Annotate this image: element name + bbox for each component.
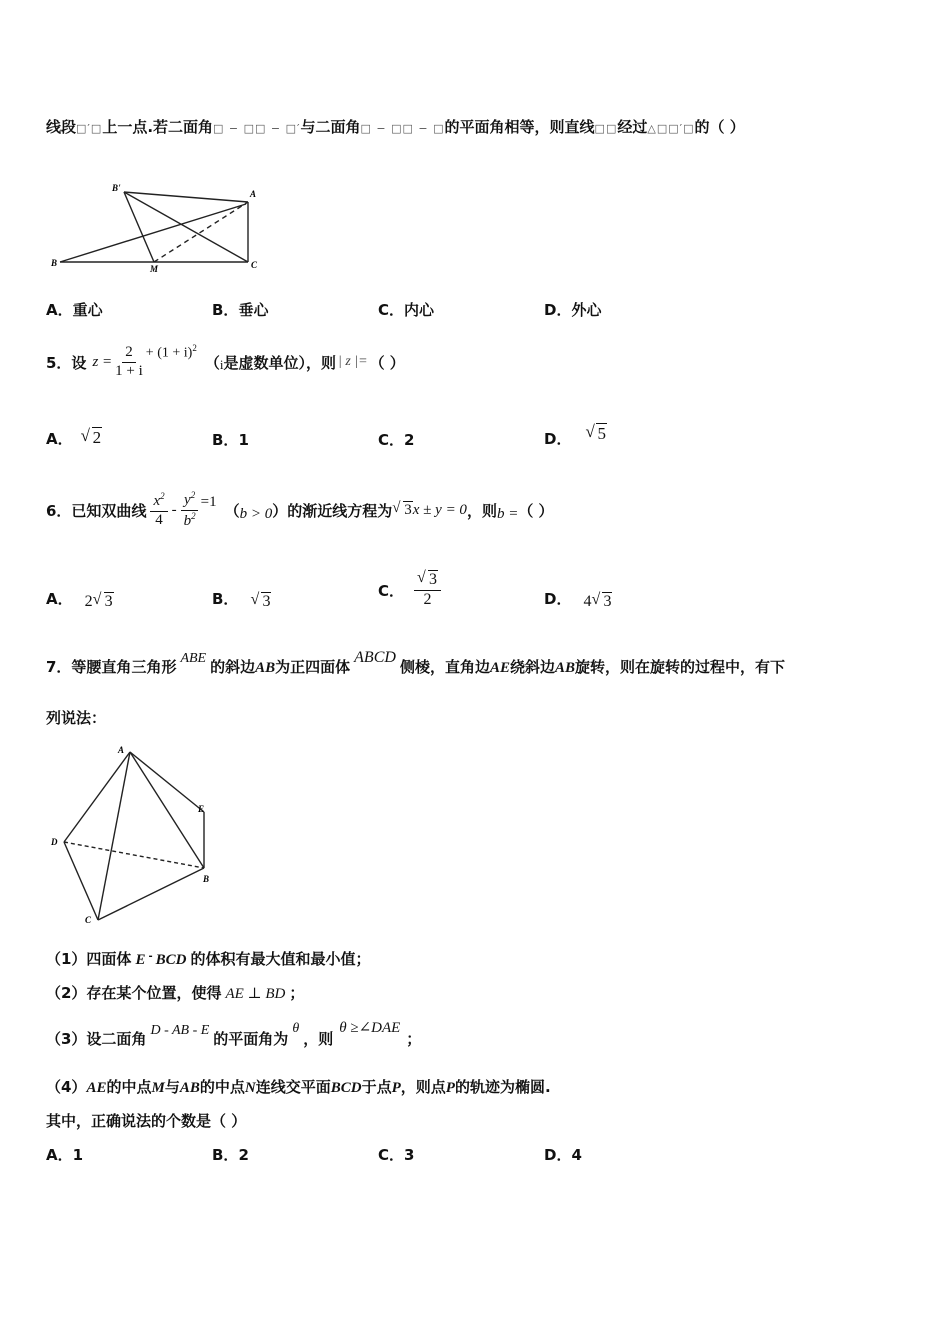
option-label: D． (544, 1146, 572, 1164)
q6-text: （ ） (518, 501, 554, 520)
missing-symbol: □′□ (76, 122, 103, 135)
statement-text: （2）存在某个位置，使得 (46, 984, 222, 1002)
q7-statement-3 (46, 1020, 422, 1049)
option-label: D． (544, 429, 572, 448)
q7-option-c[interactable] (378, 1144, 414, 1165)
q4-text: 的（ ） (694, 118, 745, 136)
math-ae: AE (86, 1080, 107, 1096)
q5-option-c[interactable] (378, 429, 414, 450)
option-label: A． (46, 1146, 73, 1164)
statement-text: 的体积有最大值和最小值； (190, 950, 371, 968)
option-text: 2 (238, 1146, 249, 1164)
q5-option-d[interactable] (544, 424, 607, 452)
statement-text: ，则 (303, 1030, 334, 1048)
q6-text: ，则 (466, 501, 497, 520)
option-text: 1 (238, 431, 249, 449)
edge (60, 204, 246, 262)
sqrt-expression (591, 593, 612, 611)
exponent: 2 (190, 490, 196, 501)
q4-option-d[interactable] (544, 299, 601, 320)
q4-option-a[interactable] (46, 299, 103, 320)
q4-figure (46, 180, 276, 280)
statement-text: （3）设二面角 (46, 1030, 147, 1048)
edge (130, 752, 204, 812)
option-text: 3 (404, 1146, 415, 1164)
q7-text: 绕斜边 (509, 658, 555, 676)
q4-text: 经过 (617, 118, 648, 136)
statement-text: 与 (164, 1078, 180, 1096)
fraction (112, 344, 146, 380)
option-text: 外心 (571, 301, 602, 319)
dashed-edge (154, 202, 248, 262)
edge (130, 752, 204, 868)
fraction-denominator: 1 + i (115, 362, 143, 379)
label-e: E (198, 804, 205, 814)
q7-option-b[interactable] (212, 1144, 249, 1165)
math-bcd: BCD (155, 952, 187, 968)
q6-option-b[interactable] (212, 584, 271, 612)
math-condition: b > 0 (239, 505, 273, 522)
q7-figure (46, 742, 226, 932)
q7-statement-4 (46, 1076, 551, 1097)
math-asymptote: x ± y = 0 (412, 501, 467, 518)
option-label: B． (212, 589, 239, 608)
edge (98, 752, 130, 920)
math-z: z = (92, 353, 113, 370)
edge (124, 192, 154, 262)
sqrt-expression (250, 593, 271, 611)
fraction-numerator: 2 (122, 344, 136, 362)
math-theta-ge-dae: θ ≥∠DAE (339, 1020, 401, 1036)
option-text: 重心 (72, 301, 103, 319)
label-d: D (51, 837, 58, 847)
q6-text: 的渐近线方程为 (287, 501, 393, 520)
missing-symbol: □□ (594, 122, 618, 135)
q6-text: ） (272, 501, 288, 520)
radicand: 3 (429, 571, 438, 589)
statement-text: 连线交平面 (255, 1078, 331, 1096)
q7-question: 其中，正确说法的个数是（ ） (46, 1112, 247, 1130)
missing-symbol: □ − □□ − □ (360, 122, 445, 135)
missing-symbol: □ − □□ − □′ (213, 122, 301, 135)
math-ab: AB (255, 660, 276, 676)
sqrt-expression (81, 428, 103, 448)
q5-option-a[interactable] (46, 424, 102, 452)
edge (98, 868, 204, 920)
dashed-edge (64, 842, 204, 868)
radicand: 3 (104, 593, 113, 610)
fraction-y2-over-b2 (181, 490, 199, 530)
radicand: 5 (597, 424, 606, 443)
fraction-denominator: 2 (423, 590, 432, 608)
option-text: 2 (404, 431, 415, 449)
q7-statement-1: （1）四面体 E - BCD 的体积有最大值和最小值； (46, 950, 371, 968)
math-i: i (219, 357, 224, 372)
math-ae-perp-bd: AE ⊥ BD (225, 986, 286, 1002)
math-tail: + (1 + i) (145, 345, 193, 361)
edge (64, 752, 130, 842)
radicand: 3 (603, 593, 612, 610)
label-a: A (118, 745, 125, 755)
math-ab: AB (179, 1080, 200, 1096)
option-label: C． (378, 581, 405, 600)
q7-stem-line2: 列说法： (46, 709, 107, 727)
fraction-numerator: y (184, 492, 191, 509)
math-m: M (151, 1080, 165, 1096)
edge (64, 842, 98, 920)
q7-text: 的斜边 (210, 658, 256, 676)
option-label: C． (378, 431, 405, 449)
math-ae: AE (489, 660, 510, 676)
option-label: D． (544, 301, 572, 319)
statement-text: 的中点 (199, 1078, 245, 1096)
q7-text: 侧棱，直角边 (399, 658, 490, 676)
statement-text: 的中点 (106, 1078, 152, 1096)
q7-stem-line1 (46, 649, 786, 677)
statement-text: （4） (46, 1078, 87, 1096)
q5-option-b[interactable] (212, 429, 249, 450)
math-b-equals: b = (496, 505, 519, 522)
edge (124, 192, 248, 202)
q6-option-d[interactable] (544, 584, 612, 612)
label-c: C (85, 915, 92, 925)
option-label: B． (212, 301, 239, 319)
option-label: A． (46, 589, 73, 608)
q4-text: 的平面角相等，则直线 (444, 118, 595, 136)
q4-option-c[interactable] (378, 299, 434, 320)
fraction-sqrt3-over-2 (414, 571, 441, 609)
statement-text: 于点 (361, 1078, 392, 1096)
q4-text: 上一点.若二面角 (102, 118, 214, 136)
label-b-prime: B' (112, 183, 121, 193)
math-abs-z: | z |= (337, 354, 368, 369)
math-abe: ABE (180, 651, 207, 666)
missing-symbol: △□□′□ (647, 122, 695, 135)
coefficient: 4 (583, 593, 592, 610)
label-b: B (203, 874, 210, 884)
math-theta: θ (292, 1021, 300, 1036)
edge (124, 192, 248, 262)
option-text: 4 (571, 1146, 582, 1164)
q5-text: 是虚数单位），则 (223, 353, 336, 372)
label-a: A (250, 189, 257, 199)
math-e: E (135, 952, 146, 968)
option-label: A． (46, 301, 73, 319)
q7-option-a[interactable] (46, 1144, 83, 1165)
math-dihedral: D - AB - E (150, 1023, 210, 1038)
q7-text: 为正四面体 (275, 658, 351, 676)
option-label: C． (378, 301, 405, 319)
label-b: B (51, 258, 58, 268)
math-ab: AB (554, 660, 575, 676)
sqrt-expression (392, 502, 413, 519)
q7-statement-2 (46, 982, 304, 1003)
statement-text: ； (406, 1030, 422, 1048)
q6-stem (46, 480, 554, 540)
statement-text: 的轨迹为椭圆. (454, 1078, 551, 1096)
radicand: 2 (92, 428, 102, 447)
q4-text: 与二面角 (300, 118, 361, 136)
option-label: B． (212, 1146, 239, 1164)
option-label: D． (544, 589, 572, 608)
label-c: C (251, 260, 258, 270)
fraction-x2-over-4 (150, 491, 167, 529)
label-m: M (150, 264, 159, 274)
option-label: A． (46, 429, 73, 448)
math-exponent: 2 (192, 342, 197, 353)
q7-text: 7．等腰直角三角形 (46, 658, 177, 676)
statement-text: ； (289, 984, 305, 1002)
statement-text: ，则点 (400, 1078, 446, 1096)
q7-option-d[interactable] (544, 1144, 582, 1165)
q7-text: 旋转，则在旋转的过程中，有下 (575, 658, 786, 676)
fraction-denominator: 4 (155, 511, 163, 528)
statement-text: 的平面角为 (213, 1030, 289, 1048)
math-n: N (244, 1080, 256, 1096)
q4-stem (46, 116, 745, 137)
math-p: P (445, 1080, 455, 1096)
q4-option-b[interactable] (212, 299, 268, 320)
exponent: 2 (160, 491, 165, 502)
math-bcd: BCD (330, 1080, 362, 1096)
option-text: 1 (72, 1146, 84, 1164)
sqrt-expression (93, 593, 114, 611)
option-text: 垂心 (238, 301, 269, 319)
q6-option-c[interactable] (378, 562, 441, 618)
exponent: 2 (191, 510, 196, 521)
q5-text: 5．设 (46, 353, 87, 372)
radicand: 3 (262, 593, 271, 610)
q5-text: （ (204, 353, 220, 372)
q6-text: （ (224, 501, 240, 520)
q6-text: 6．已知双曲线 (46, 501, 147, 520)
math-minus: - (171, 501, 177, 518)
fraction-numerator: x (153, 493, 161, 510)
math-p: P (391, 1080, 401, 1096)
q4-text: 线段 (46, 118, 77, 136)
sqrt-expression (585, 424, 607, 444)
option-text: 内心 (404, 301, 435, 319)
coefficient: 2 (84, 593, 93, 610)
statement-text: （1）四面体 (46, 950, 132, 968)
fraction-denominator: b (183, 512, 192, 529)
option-label: C． (378, 1146, 405, 1164)
q5-stem (46, 334, 405, 390)
q5-text: （ ） (369, 353, 405, 372)
math-abcd: ABCD (354, 649, 396, 666)
radicand: 3 (404, 501, 412, 518)
math-equals-one: =1 (200, 493, 217, 510)
option-label: B． (212, 431, 239, 449)
q6-option-a[interactable] (46, 584, 114, 612)
